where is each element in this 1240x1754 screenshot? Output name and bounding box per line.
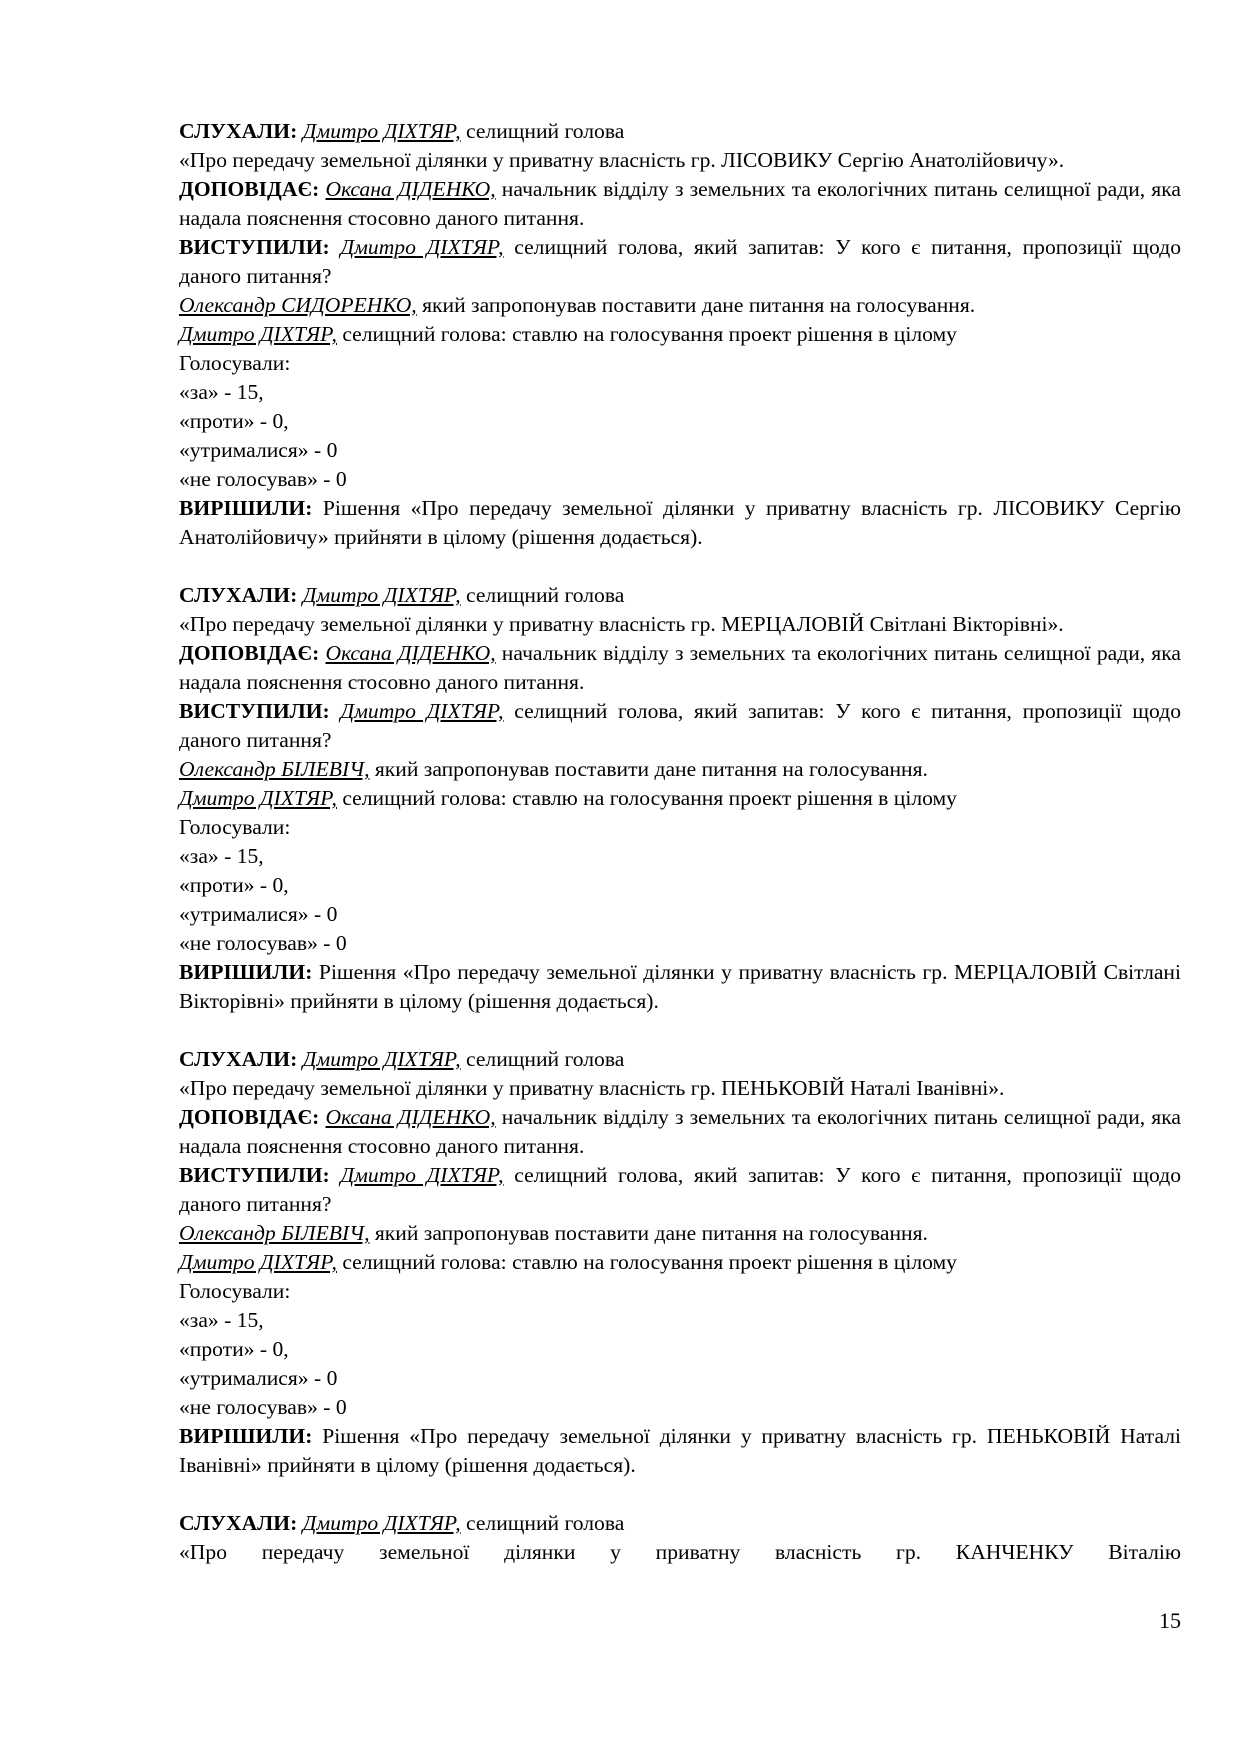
- vote-for: «за» - 15,: [179, 1308, 264, 1332]
- agenda-item: [179, 1509, 1181, 1567]
- chair-name: Дмитро ДІХТЯР,: [179, 786, 337, 810]
- speaker-role: селищний голова: [460, 583, 625, 607]
- reporter-line: [179, 1103, 1181, 1161]
- reported-label: ДОПОВІДАЄ:: [179, 177, 320, 201]
- reporter-text: начальник відділу з земельних та екологічних питань селищної ради, яка надала пояснення стосовно даного питання.: [179, 1105, 1181, 1158]
- heard-line: [179, 1509, 1181, 1538]
- chair-text: селищний голова: ставлю на голосування проект рішення в цілому: [336, 322, 957, 346]
- proposer-name: Олександр БІЛЕВІЧ,: [179, 1221, 370, 1245]
- speaker-role: селищний голова: [460, 1511, 625, 1535]
- speaker-name: Дмитро ДІХТЯР,: [302, 583, 461, 607]
- decision-text: Рішення «Про передачу земельної ділянки у приватну власність гр. ЛІСОВИКУ Сергію Анатолійовичу» прийняти в цілому (рішення додається).: [179, 496, 1181, 549]
- decision-text: Рішення «Про передачу земельної ділянки у приватну власність гр. МЕРЦАЛОВІЙ Світлані Вікторівні» прийняти в цілому (рішення додається).: [179, 960, 1181, 1013]
- document-page: [179, 117, 1181, 1567]
- spoke-line: [179, 1161, 1181, 1219]
- vote-abstained: «утрималися» - 0: [179, 438, 338, 462]
- vote-against: «проти» - 0,: [179, 1337, 289, 1361]
- reporter-name: Оксана ДІДЕНКО,: [325, 177, 496, 201]
- reporter-text: начальник відділу з земельних та екологічних питань селищної ради, яка надала пояснення стосовно даного питання.: [179, 641, 1181, 694]
- vote-not-voted: «не голосував» - 0: [179, 467, 347, 491]
- heard-line: [179, 117, 1181, 146]
- decision-line: [179, 958, 1181, 1016]
- reported-label: ДОПОВІДАЄ:: [179, 1105, 320, 1129]
- proposer-text: який запропонував поставити дане питання на голосування.: [416, 293, 976, 317]
- spoke-label: ВИСТУПИЛИ:: [179, 699, 330, 723]
- heard-line: [179, 581, 1181, 610]
- chair-line: [179, 784, 1181, 813]
- proposer-name: Олександр СИДОРЕНКО,: [179, 293, 417, 317]
- decision-text: Рішення «Про передачу земельної ділянки у приватну власність гр. ПЕНЬКОВІЙ Наталі Іванівні» прийняти в цілому (рішення додається).: [179, 1424, 1181, 1477]
- agenda-item: [179, 1045, 1181, 1480]
- spoke-text: селищний голова, який запитав: У кого є питання, пропозиції щодо даного питання?: [179, 235, 1181, 288]
- decision-line: [179, 494, 1181, 552]
- decided-label: ВИРІШИЛИ:: [179, 496, 313, 520]
- vote-abstained: «утрималися» - 0: [179, 902, 338, 926]
- chair-name: Дмитро ДІХТЯР,: [179, 1250, 337, 1274]
- agenda-item: [179, 117, 1181, 552]
- topic-title: «Про передачу земельної ділянки у приватну власність гр. ПЕНЬКОВІЙ Наталі Іванівні».: [179, 1076, 1005, 1100]
- heard-label: СЛУХАЛИ:: [179, 1047, 298, 1071]
- reporter-text: начальник відділу з земельних та екологічних питань селищної ради, яка надала пояснення стосовно даного питання.: [179, 177, 1181, 230]
- proposer-name: Олександр БІЛЕВІЧ,: [179, 757, 370, 781]
- speaker-name: Дмитро ДІХТЯР,: [302, 1047, 461, 1071]
- chair-text: селищний голова: ставлю на голосування проект рішення в цілому: [336, 1250, 957, 1274]
- heard-label: СЛУХАЛИ:: [179, 583, 298, 607]
- speaker-name: Дмитро ДІХТЯР,: [302, 1511, 461, 1535]
- heard-label: СЛУХАЛИ:: [179, 119, 298, 143]
- spoke-line: [179, 233, 1181, 291]
- speaker-name: Дмитро ДІХТЯР,: [302, 119, 461, 143]
- reporter-line: [179, 639, 1181, 697]
- decision-line: [179, 1422, 1181, 1480]
- topic-title: «Про передачу земельної ділянки у приватну власність гр. КАНЧЕНКУ Віталію: [179, 1540, 1181, 1564]
- agenda-item: [179, 581, 1181, 1016]
- proposer-line: [179, 1219, 1181, 1248]
- chair-line: [179, 320, 1181, 349]
- proposer-line: [179, 291, 1181, 320]
- reporter-name: Оксана ДІДЕНКО,: [325, 1105, 496, 1129]
- page-number: 15: [1159, 1608, 1181, 1633]
- proposer-text: який запропонував поставити дане питання на голосування.: [369, 757, 928, 781]
- reported-label: ДОПОВІДАЄ:: [179, 641, 320, 665]
- decided-label: ВИРІШИЛИ:: [179, 1424, 313, 1448]
- spoke-text: селищний голова, який запитав: У кого є питання, пропозиції щодо даного питання?: [179, 699, 1181, 752]
- vote-for: «за» - 15,: [179, 844, 264, 868]
- vote-not-voted: «не голосував» - 0: [179, 931, 347, 955]
- topic-title: «Про передачу земельної ділянки у приватну власність гр. МЕРЦАЛОВІЙ Світлані Вікторівні».: [179, 612, 1064, 636]
- chair-text: селищний голова: ставлю на голосування проект рішення в цілому: [336, 786, 957, 810]
- proposer-line: [179, 755, 1181, 784]
- spoke-line: [179, 697, 1181, 755]
- vote-not-voted: «не голосував» - 0: [179, 1395, 347, 1419]
- spoke-name: Дмитро ДІХТЯР,: [340, 1163, 504, 1187]
- votes-heading: Голосували:: [179, 1279, 291, 1303]
- spoke-label: ВИСТУПИЛИ:: [179, 1163, 330, 1187]
- chair-name: Дмитро ДІХТЯР,: [179, 322, 337, 346]
- topic-title: «Про передачу земельної ділянки у приватну власність гр. ЛІСОВИКУ Сергію Анатолійовичу».: [179, 148, 1065, 172]
- vote-abstained: «утрималися» - 0: [179, 1366, 338, 1390]
- reporter-name: Оксана ДІДЕНКО,: [325, 641, 496, 665]
- heard-line: [179, 1045, 1181, 1074]
- heard-label: СЛУХАЛИ:: [179, 1511, 298, 1535]
- vote-for: «за» - 15,: [179, 380, 264, 404]
- spoke-name: Дмитро ДІХТЯР,: [340, 235, 504, 259]
- chair-line: [179, 1248, 1181, 1277]
- votes-heading: Голосували:: [179, 351, 291, 375]
- votes-heading: Голосували:: [179, 815, 291, 839]
- vote-against: «проти» - 0,: [179, 873, 289, 897]
- decided-label: ВИРІШИЛИ:: [179, 960, 313, 984]
- spoke-label: ВИСТУПИЛИ:: [179, 235, 330, 259]
- proposer-text: який запропонував поставити дане питання на голосування.: [369, 1221, 928, 1245]
- spoke-text: селищний голова, який запитав: У кого є питання, пропозиції щодо даного питання?: [179, 1163, 1181, 1216]
- vote-against: «проти» - 0,: [179, 409, 289, 433]
- speaker-role: селищний голова: [460, 119, 625, 143]
- speaker-role: селищний голова: [460, 1047, 625, 1071]
- reporter-line: [179, 175, 1181, 233]
- spoke-name: Дмитро ДІХТЯР,: [340, 699, 504, 723]
